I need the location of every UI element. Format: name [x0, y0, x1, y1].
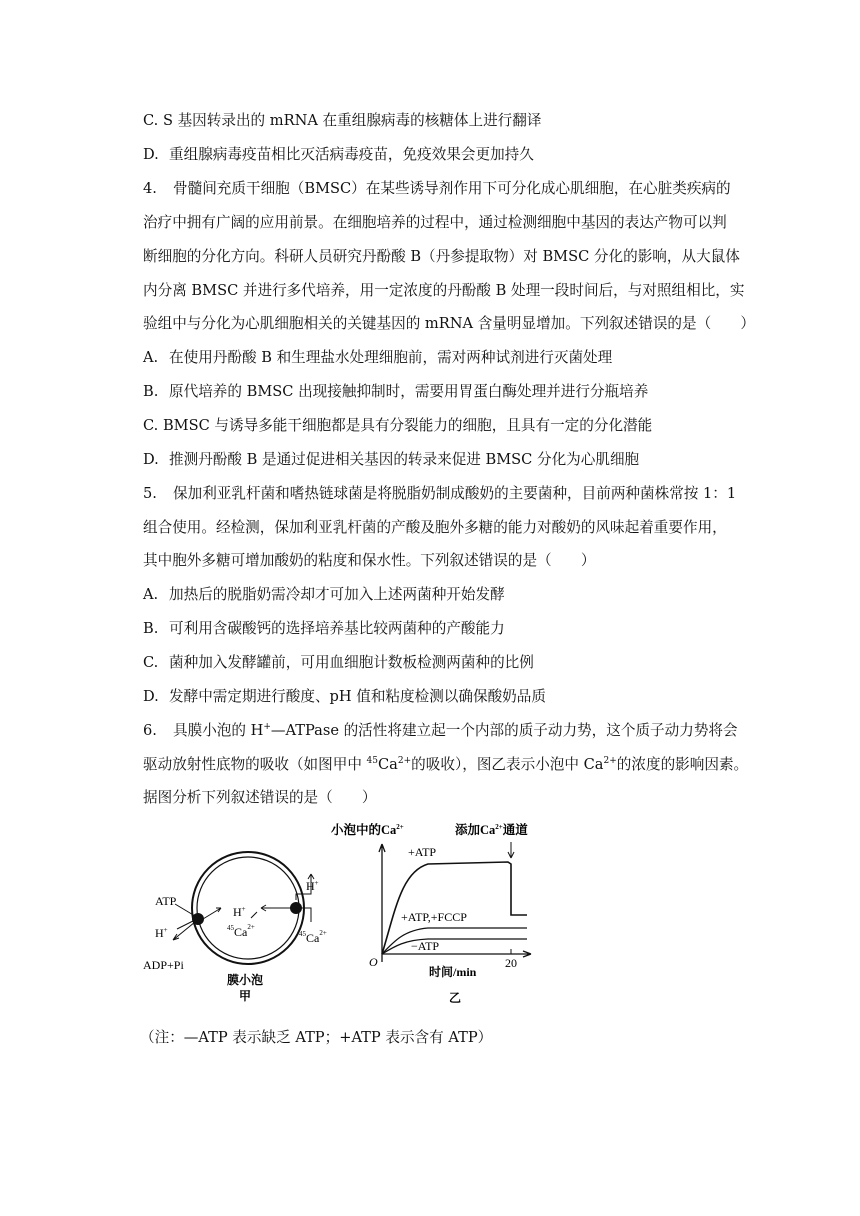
channel-arrow — [508, 842, 514, 858]
atp-label: ATP — [155, 894, 177, 908]
option-letter: C. — [143, 112, 159, 129]
q4-stem-line-4: 内分离 BMSC 并进行多代培养，用一定浓度的丹酚酸 B 处理一段时间后，与对照组相比，实 — [143, 282, 745, 299]
h-inner-label: H+ — [233, 905, 246, 919]
vesicle-caption: 膜小泡 — [227, 973, 264, 987]
q6-figure — [133, 812, 573, 1012]
channel-label: 添加$Ca^{2+}$通道 — [455, 823, 528, 837]
ca-right-label: $^{45}Ca^{2+}$ — [299, 929, 327, 945]
question-number: 4. — [143, 180, 157, 197]
adp-arrow — [173, 922, 195, 940]
x-axis-label: 时间/min — [429, 965, 477, 979]
q3-option-c — [143, 111, 541, 131]
q5-option-a: A. 加热后的脱脂奶需冷却才可加入上述两菌种开始发酵 — [143, 586, 505, 603]
curve-minus-atp — [382, 939, 527, 954]
q6-stem-line-1: 6. 具膜小泡的 H+—ATPase 的活性将建立起一个内部的质子动力势，这个质子动力势将会 — [143, 722, 738, 739]
origin-label: O — [369, 955, 378, 969]
q4-stem-line-1: 4. 骨髓间充质干细胞（BMSC）在某些诱导剂作用下可分化成心肌细胞，在心脏类疾病的 — [143, 180, 731, 197]
curve-label-plus-atp-fccp: +ATP,+FCCP — [401, 910, 467, 924]
ca-graph — [331, 822, 531, 1005]
figure-jia-caption: 甲 — [239, 989, 252, 1003]
q4-stem-line-5: 验组中与分化为心肌细胞相关的关键基因的 mRNA 含量明显增加。下列叙述错误的是（ ） — [143, 315, 755, 332]
option-text: 重组腺病毒疫苗相比灭活病毒疫苗，免疫效果会更加持久 — [169, 146, 534, 163]
q5-stem-line-2: 组合使用。经检测，保加利亚乳杆菌的产酸及胞外多糖的能力对酸奶的风味起着重要作用， — [143, 519, 727, 536]
y-axis-label: 小泡中的$Ca^{2+}$ — [331, 823, 404, 837]
q3-option-d — [143, 145, 534, 165]
ca-inner-label: $^{45}Ca^{2+}$ — [227, 923, 255, 939]
curve-label-minus-atp: −ATP — [411, 939, 440, 953]
q4-option-b: B. 原代培养的 BMSC 出现接触抑制时，需要用胃蛋白酶处理并进行分瓶培养 — [143, 383, 649, 400]
curve-label-plus-atp: +ATP — [408, 845, 437, 859]
q5-option-c: C. 菌种加入发酵罐前，可用血细胞计数板检测两菌种的比例 — [143, 654, 534, 671]
h-pump-arrow — [203, 908, 221, 919]
q5-option-d: D. 发酵中需定期进行酸度、pH 值和粘度检测以确保酸奶品质 — [143, 688, 546, 705]
option-letter: D. — [143, 146, 159, 163]
adp-label: ADP+Pi — [143, 958, 184, 972]
q6-stem-line-3: 据图分析下列叙述错误的是（ ） — [143, 789, 377, 806]
h-right-label: H+ — [306, 879, 319, 893]
q5-stem-line-1: 5. 保加利亚乳杆菌和嗜热链球菌是将脱脂奶制成酸奶的主要菌种，目前两种菌株常按 1：1 — [143, 485, 737, 502]
vesicle-diagram — [143, 852, 327, 1003]
q4-option-a: A. 在使用丹酚酸 B 和生理盐水处理细胞前，需对两种试剂进行灭菌处理 — [143, 349, 613, 366]
curve-plus-atp — [382, 862, 527, 954]
option-text: S 基因转录出的 mRNA 在重组腺病毒的核糖体上进行翻译 — [162, 112, 542, 129]
curve-plus-atp-fccp — [382, 928, 527, 954]
q4-stem-line-2: 治疗中拥有广阔的应用前景。在细胞培养的过程中，通过检测细胞中基因的表达产物可以判 — [143, 214, 727, 231]
q6-stem-line-2: 驱动放射性底物的吸收（如图甲中 $^{45}Ca^{2+}$的吸收），图乙表示小泡中 $Ca^{2+}$的浓度的影响因素。 — [143, 756, 749, 773]
q5-option-b: B. 可利用含碳酸钙的选择培养基比较两菌种的产酸能力 — [143, 620, 505, 637]
figure-note: （注：—ATP 表示缺乏 ATP；+ATP 表示含有 ATP） — [140, 1029, 493, 1046]
question-number: 6. — [143, 722, 157, 739]
q4-option-d: D. 推测丹酚酸 B 是通过促进相关基因的转录来促进 BMSC 分化为心肌细胞 — [143, 451, 640, 468]
q4-stem-line-3: 断细胞的分化方向。科研人员研究丹酚酸 B（丹参提取物）对 BMSC 分化的影响，从大鼠体 — [143, 248, 740, 265]
figure-yi-caption: 乙 — [449, 991, 462, 1005]
q4-option-c: C. BMSC 与诱导多能干细胞都是具有分裂能力的细胞，且具有一定的分化潜能 — [143, 417, 653, 434]
x-tick-label-20: 20 — [505, 956, 517, 970]
question-number: 5. — [143, 485, 157, 502]
h-left-label: H+ — [155, 926, 168, 940]
ca-pointer — [251, 912, 257, 918]
q5-stem-line-3: 其中胞外多糖可增加酸奶的粘度和保水性。下列叙述错误的是（ ） — [143, 552, 596, 569]
